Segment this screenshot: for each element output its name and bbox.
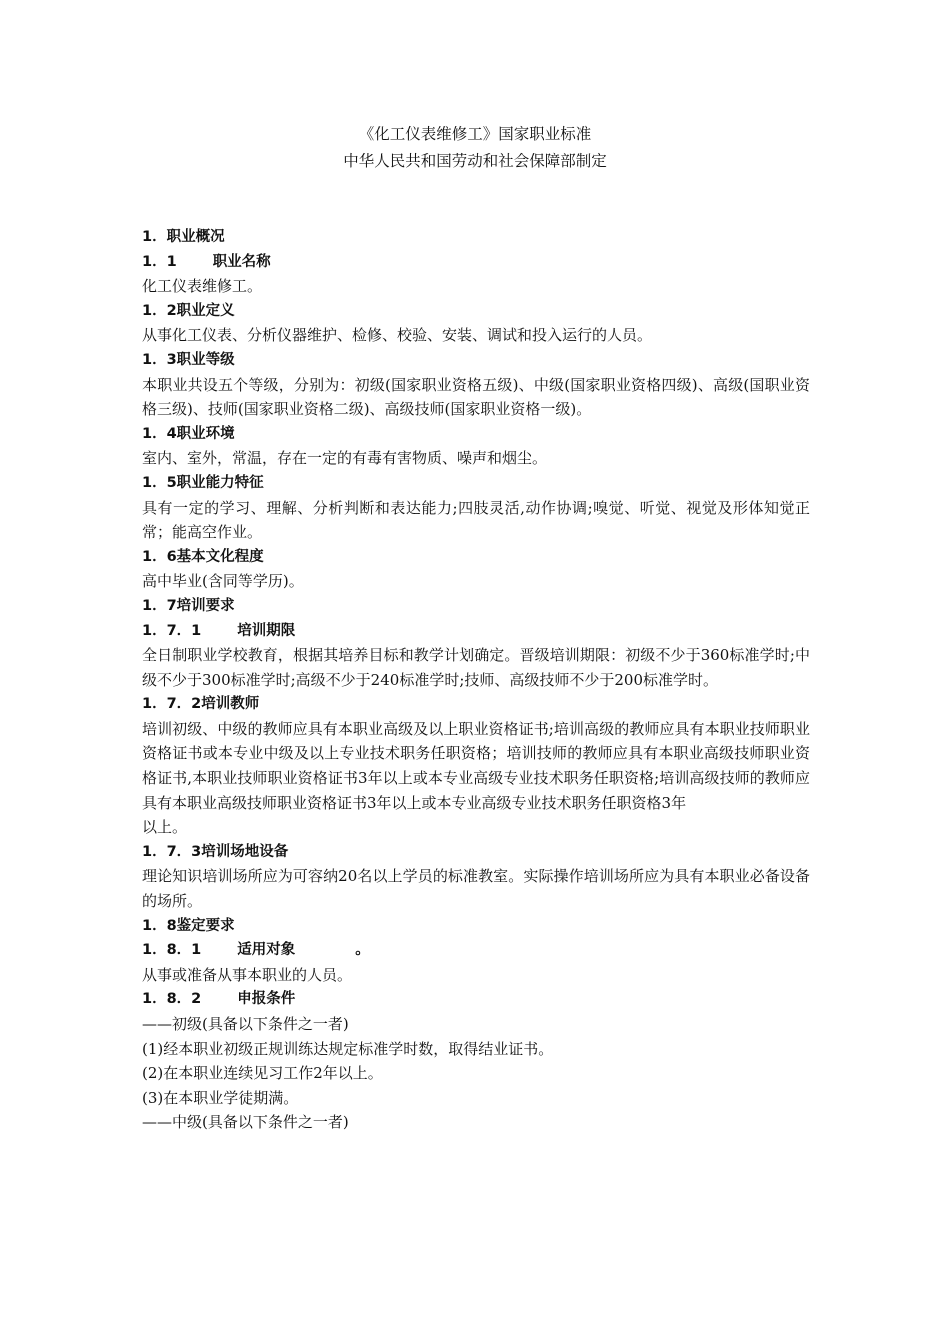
section-number: 1．7．1 bbox=[142, 622, 202, 639]
section-heading: 1．职业概况 bbox=[142, 229, 225, 245]
paragraph: 高中毕业(含同等学历)。 bbox=[142, 572, 304, 591]
paragraph: 以上。 bbox=[142, 818, 188, 837]
section-title: 申报条件 bbox=[237, 991, 296, 1008]
section-number: 1．1 bbox=[142, 253, 177, 270]
section-heading: 1．7．2培训教师 bbox=[142, 696, 260, 713]
list-item: (2)在本职业连续见习工作2年以上。 bbox=[142, 1064, 383, 1083]
section-heading bbox=[142, 250, 810, 275]
section-heading: 1．5职业能力特征 bbox=[142, 474, 264, 491]
paragraph: 从事化工仪表、分析仪器维护、检修、校验、安装、调试和投入运行的人员。 bbox=[142, 326, 653, 345]
document-subtitle: 中华人民共和国劳动和社会保障部制定 bbox=[343, 152, 607, 170]
paragraph: 化工仪表维修工。 bbox=[142, 277, 263, 296]
document-header bbox=[0, 121, 950, 175]
section-number: 1．8．1 bbox=[142, 942, 202, 959]
section-heading: 1．3职业等级 bbox=[142, 351, 235, 368]
section-heading: 1．8鉴定要求 bbox=[142, 917, 235, 934]
section-number: 1．8．2 bbox=[142, 991, 202, 1008]
list-item: (3)在本职业学徒期满。 bbox=[142, 1088, 299, 1107]
section-heading: 1．7培训要求 bbox=[142, 597, 235, 614]
section-heading: 1．7．3培训场地设备 bbox=[142, 843, 289, 860]
list-item: ——中级(具备以下条件之一者) bbox=[142, 1113, 349, 1132]
section-heading bbox=[142, 619, 810, 644]
paragraph: 全日制职业学校教育，根据其培养目标和教学计划确定。晋级培训期限：初级不少于360标准学时;中级不少于300标准学时;高级不少于240标准学时;技师、高级技师不少于200标准学时。 bbox=[142, 646, 810, 689]
section-title: 适用对象 bbox=[237, 942, 296, 959]
paragraph: 培训初级、中级的教师应具有本职业高级及以上职业资格证书;培训高级的教师应具有本职业技师职业资格证书或本专业中级及以上专业技术职务任职资格；培训技师的教师应具有本职业高级技师职业资格证书,本职业技师职业资格证书3年以上或本专业高级专业技术职务任职资格;培训高级技师的教师应具有本职业高级技师职业资格证书3年以上或本专业高级专业技术职务任职资格3年 bbox=[142, 719, 810, 812]
list-item: ——初级(具备以下条件之一者) bbox=[142, 1015, 349, 1033]
paragraph: 从事或准备从事本职业的人员。 bbox=[142, 965, 353, 984]
section-dot: 。 bbox=[355, 942, 370, 959]
document-body bbox=[142, 225, 810, 1135]
paragraph: 具有一定的学习、理解、分析判断和表达能力;四肢灵活,动作协调;嗅觉、听觉、视觉及形体知觉正常；能高空作业。 bbox=[142, 498, 810, 542]
paragraph: 理论知识培训场所应为可容纳20名以上学员的标准教室。实际操作培训场所应为具有本职业必备设备的场所。 bbox=[142, 867, 810, 911]
section-title: 培训期限 bbox=[237, 622, 296, 639]
document-title: 《化工仪表维修工》国家职业标准 bbox=[358, 125, 592, 143]
section-heading: 1．2职业定义 bbox=[142, 302, 235, 319]
section-heading bbox=[142, 938, 810, 963]
paragraph: 室内、室外，常温，存在一定的有毒有害物质、噪声和烟尘。 bbox=[142, 449, 548, 468]
section-heading: 1．6基本文化程度 bbox=[142, 548, 264, 565]
paragraph: 本职业共设五个等级，分别为：初级(国家职业资格五级)、中级(国家职业资格四级)、高级(国职业资格三级)、技师(国家职业资格二级)、高级技师(国家职业资格一级)。 bbox=[142, 375, 810, 419]
section-title: 职业名称 bbox=[212, 253, 271, 270]
list-item: (1)经本职业初级正规训练达规定标准学时数，取得结业证书。 bbox=[142, 1039, 554, 1058]
section-heading: 1．4职业环境 bbox=[142, 425, 235, 442]
section-heading bbox=[142, 987, 810, 1012]
